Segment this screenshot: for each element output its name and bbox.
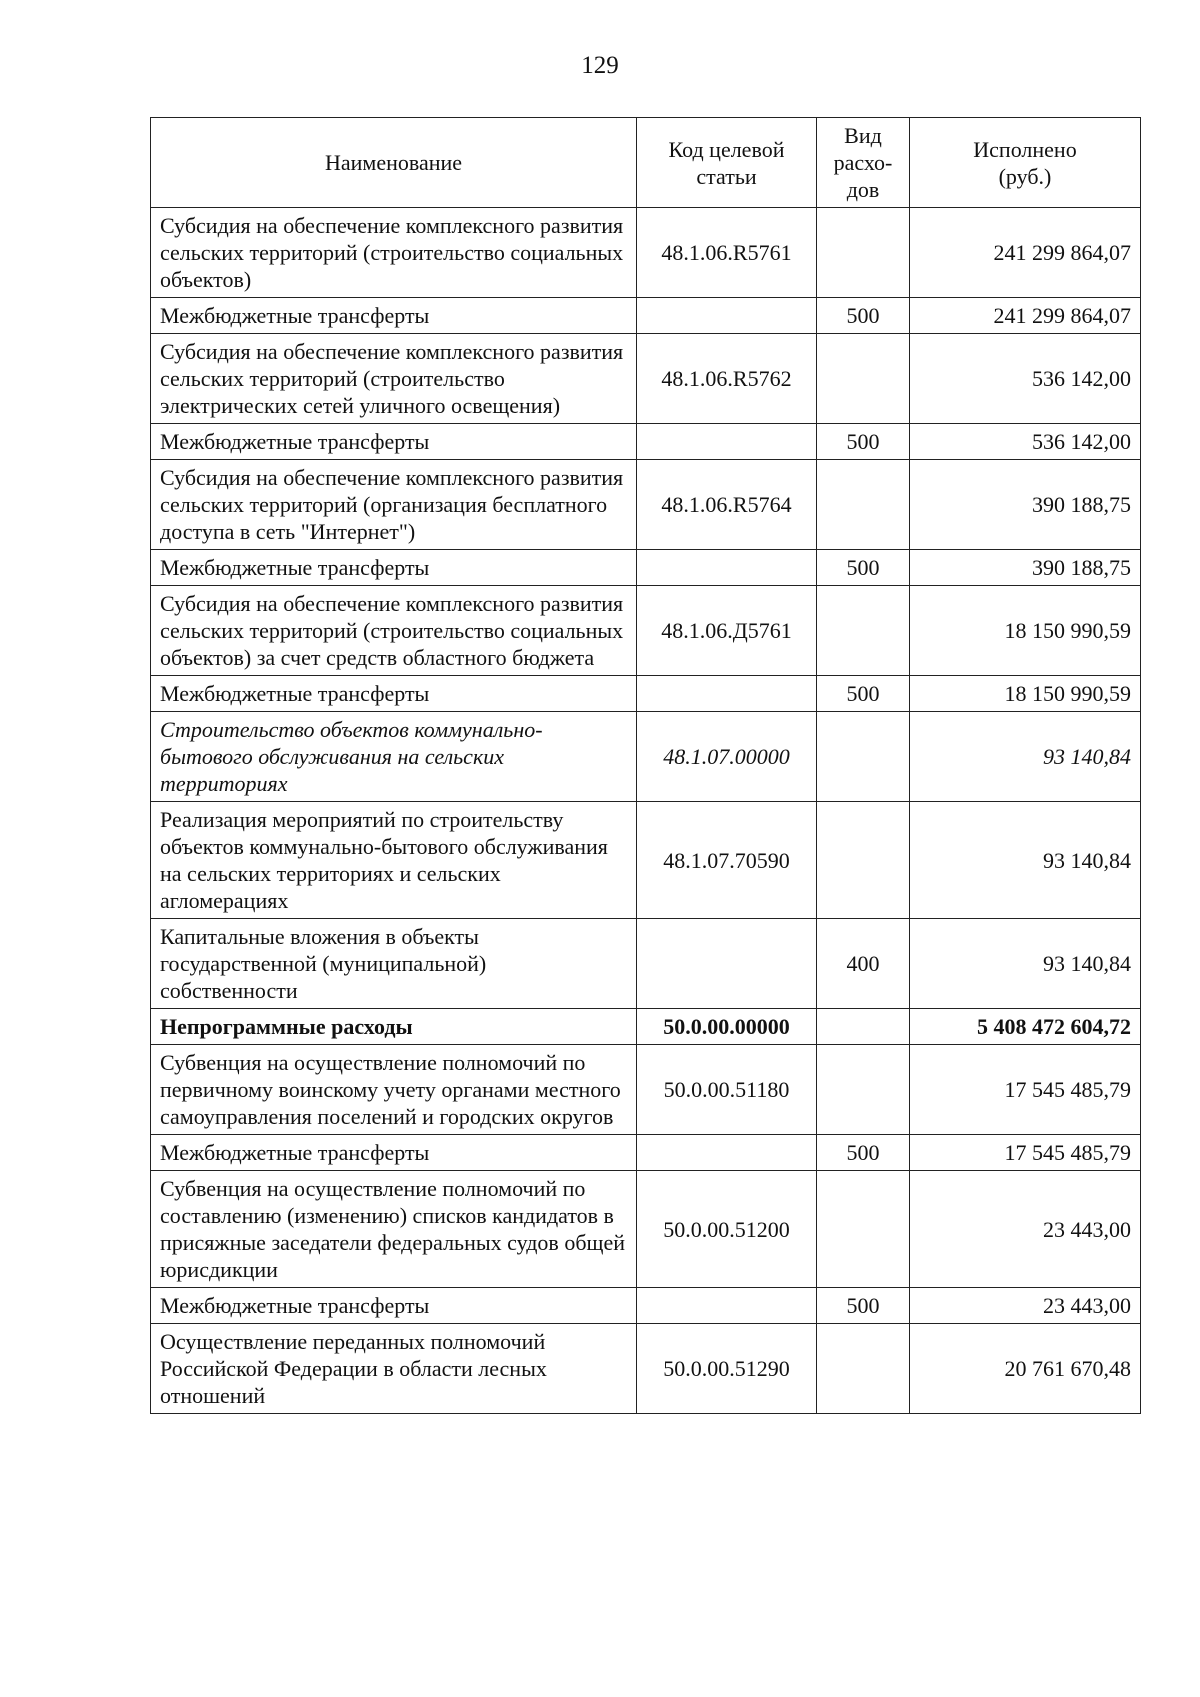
header-row <box>151 118 1141 208</box>
cell-kind <box>817 1171 910 1288</box>
header-name: Наименование <box>151 118 637 208</box>
cell-code <box>637 424 817 460</box>
cell-name: Межбюджетные трансферты <box>151 676 637 712</box>
cell-kind: 500 <box>817 424 910 460</box>
cell-amount: 390 188,75 <box>910 460 1141 550</box>
cell-name: Реализация мероприятий по строительству объектов коммунально-бытового обслуживания на сельских территориях и сельских агломерациях <box>151 802 637 919</box>
table-row <box>151 586 1141 676</box>
cell-name: Непрограммные расходы <box>151 1009 637 1045</box>
cell-kind <box>817 1009 910 1045</box>
cell-name: Субсидия на обеспечение комплексного развития сельских территорий (строительство социальных объектов) <box>151 208 637 298</box>
cell-name: Межбюджетные трансферты <box>151 424 637 460</box>
cell-amount: 18 150 990,59 <box>910 586 1141 676</box>
cell-code <box>637 676 817 712</box>
cell-name: Субвенция на осуществление полномочий по первичному воинскому учету органами местного самоуправления поселений и городских округов <box>151 1045 637 1135</box>
cell-kind: 500 <box>817 298 910 334</box>
table-row <box>151 550 1141 586</box>
cell-name: Межбюджетные трансферты <box>151 1288 637 1324</box>
cell-amount: 241 299 864,07 <box>910 298 1141 334</box>
table-row <box>151 1324 1141 1414</box>
cell-code: 48.1.06.Д5761 <box>637 586 817 676</box>
cell-code <box>637 298 817 334</box>
cell-kind <box>817 802 910 919</box>
cell-code: 50.0.00.00000 <box>637 1009 817 1045</box>
cell-amount: 17 545 485,79 <box>910 1135 1141 1171</box>
cell-code <box>637 1288 817 1324</box>
table-row <box>151 919 1141 1009</box>
cell-name: Субсидия на обеспечение комплексного развития сельских территорий (строительство электрических сетей уличного освещения) <box>151 334 637 424</box>
cell-amount: 93 140,84 <box>910 802 1141 919</box>
cell-code: 48.1.06.R5764 <box>637 460 817 550</box>
cell-name: Субсидия на обеспечение комплексного развития сельских территорий (организация бесплатного доступа в сеть "Интернет") <box>151 460 637 550</box>
table-row <box>151 1135 1141 1171</box>
cell-code: 50.0.00.51200 <box>637 1171 817 1288</box>
cell-name: Субсидия на обеспечение комплексного развития сельских территорий (строительство социальных объектов) за счет средств областного бюджета <box>151 586 637 676</box>
cell-kind <box>817 712 910 802</box>
cell-name: Строительство объектов коммунально-бытового обслуживания на сельских территориях <box>151 712 637 802</box>
cell-amount: 18 150 990,59 <box>910 676 1141 712</box>
table-row <box>151 1045 1141 1135</box>
cell-kind: 500 <box>817 1288 910 1324</box>
cell-code: 48.1.06.R5761 <box>637 208 817 298</box>
cell-name: Субвенция на осуществление полномочий по составлению (изменению) списков кандидатов в присяжные заседатели федеральных судов общей юрисдикции <box>151 1171 637 1288</box>
cell-amount: 23 443,00 <box>910 1171 1141 1288</box>
page-number: 129 <box>581 52 619 79</box>
table-row <box>151 424 1141 460</box>
cell-kind <box>817 586 910 676</box>
cell-amount: 390 188,75 <box>910 550 1141 586</box>
cell-amount: 536 142,00 <box>910 334 1141 424</box>
cell-amount: 93 140,84 <box>910 712 1141 802</box>
cell-code: 50.0.00.51180 <box>637 1045 817 1135</box>
cell-code <box>637 550 817 586</box>
cell-amount: 536 142,00 <box>910 424 1141 460</box>
cell-amount: 23 443,00 <box>910 1288 1141 1324</box>
cell-code: 48.1.07.70590 <box>637 802 817 919</box>
table-row <box>151 298 1141 334</box>
table-row <box>151 334 1141 424</box>
cell-amount: 241 299 864,07 <box>910 208 1141 298</box>
cell-name: Капитальные вложения в объекты государственной (муниципальной) собственности <box>151 919 637 1009</box>
table-row <box>151 460 1141 550</box>
cell-code <box>637 1135 817 1171</box>
cell-kind: 500 <box>817 676 910 712</box>
header-code: Код целевой статьи <box>637 118 817 208</box>
header-amount: Исполнено (руб.) <box>910 118 1141 208</box>
cell-kind <box>817 334 910 424</box>
table-row <box>151 1288 1141 1324</box>
budget-table <box>150 117 1141 1414</box>
cell-kind <box>817 460 910 550</box>
cell-amount: 93 140,84 <box>910 919 1141 1009</box>
cell-code: 48.1.06.R5762 <box>637 334 817 424</box>
table-row <box>151 712 1141 802</box>
cell-name: Осуществление переданных полномочий Российской Федерации в области лесных отношений <box>151 1324 637 1414</box>
cell-amount: 5 408 472 604,72 <box>910 1009 1141 1045</box>
table-row <box>151 1009 1141 1045</box>
cell-amount: 17 545 485,79 <box>910 1045 1141 1135</box>
cell-code <box>637 919 817 1009</box>
cell-name: Межбюджетные трансферты <box>151 550 637 586</box>
cell-kind: 500 <box>817 550 910 586</box>
cell-code: 48.1.07.00000 <box>637 712 817 802</box>
table-row <box>151 1171 1141 1288</box>
cell-code: 50.0.00.51290 <box>637 1324 817 1414</box>
cell-kind <box>817 1324 910 1414</box>
cell-name: Межбюджетные трансферты <box>151 298 637 334</box>
header-kind: Вид расхо- дов <box>817 118 910 208</box>
cell-kind <box>817 208 910 298</box>
table-row <box>151 676 1141 712</box>
cell-kind: 500 <box>817 1135 910 1171</box>
cell-kind: 400 <box>817 919 910 1009</box>
table-row <box>151 208 1141 298</box>
cell-amount: 20 761 670,48 <box>910 1324 1141 1414</box>
table-row <box>151 802 1141 919</box>
cell-name: Межбюджетные трансферты <box>151 1135 637 1171</box>
cell-kind <box>817 1045 910 1135</box>
